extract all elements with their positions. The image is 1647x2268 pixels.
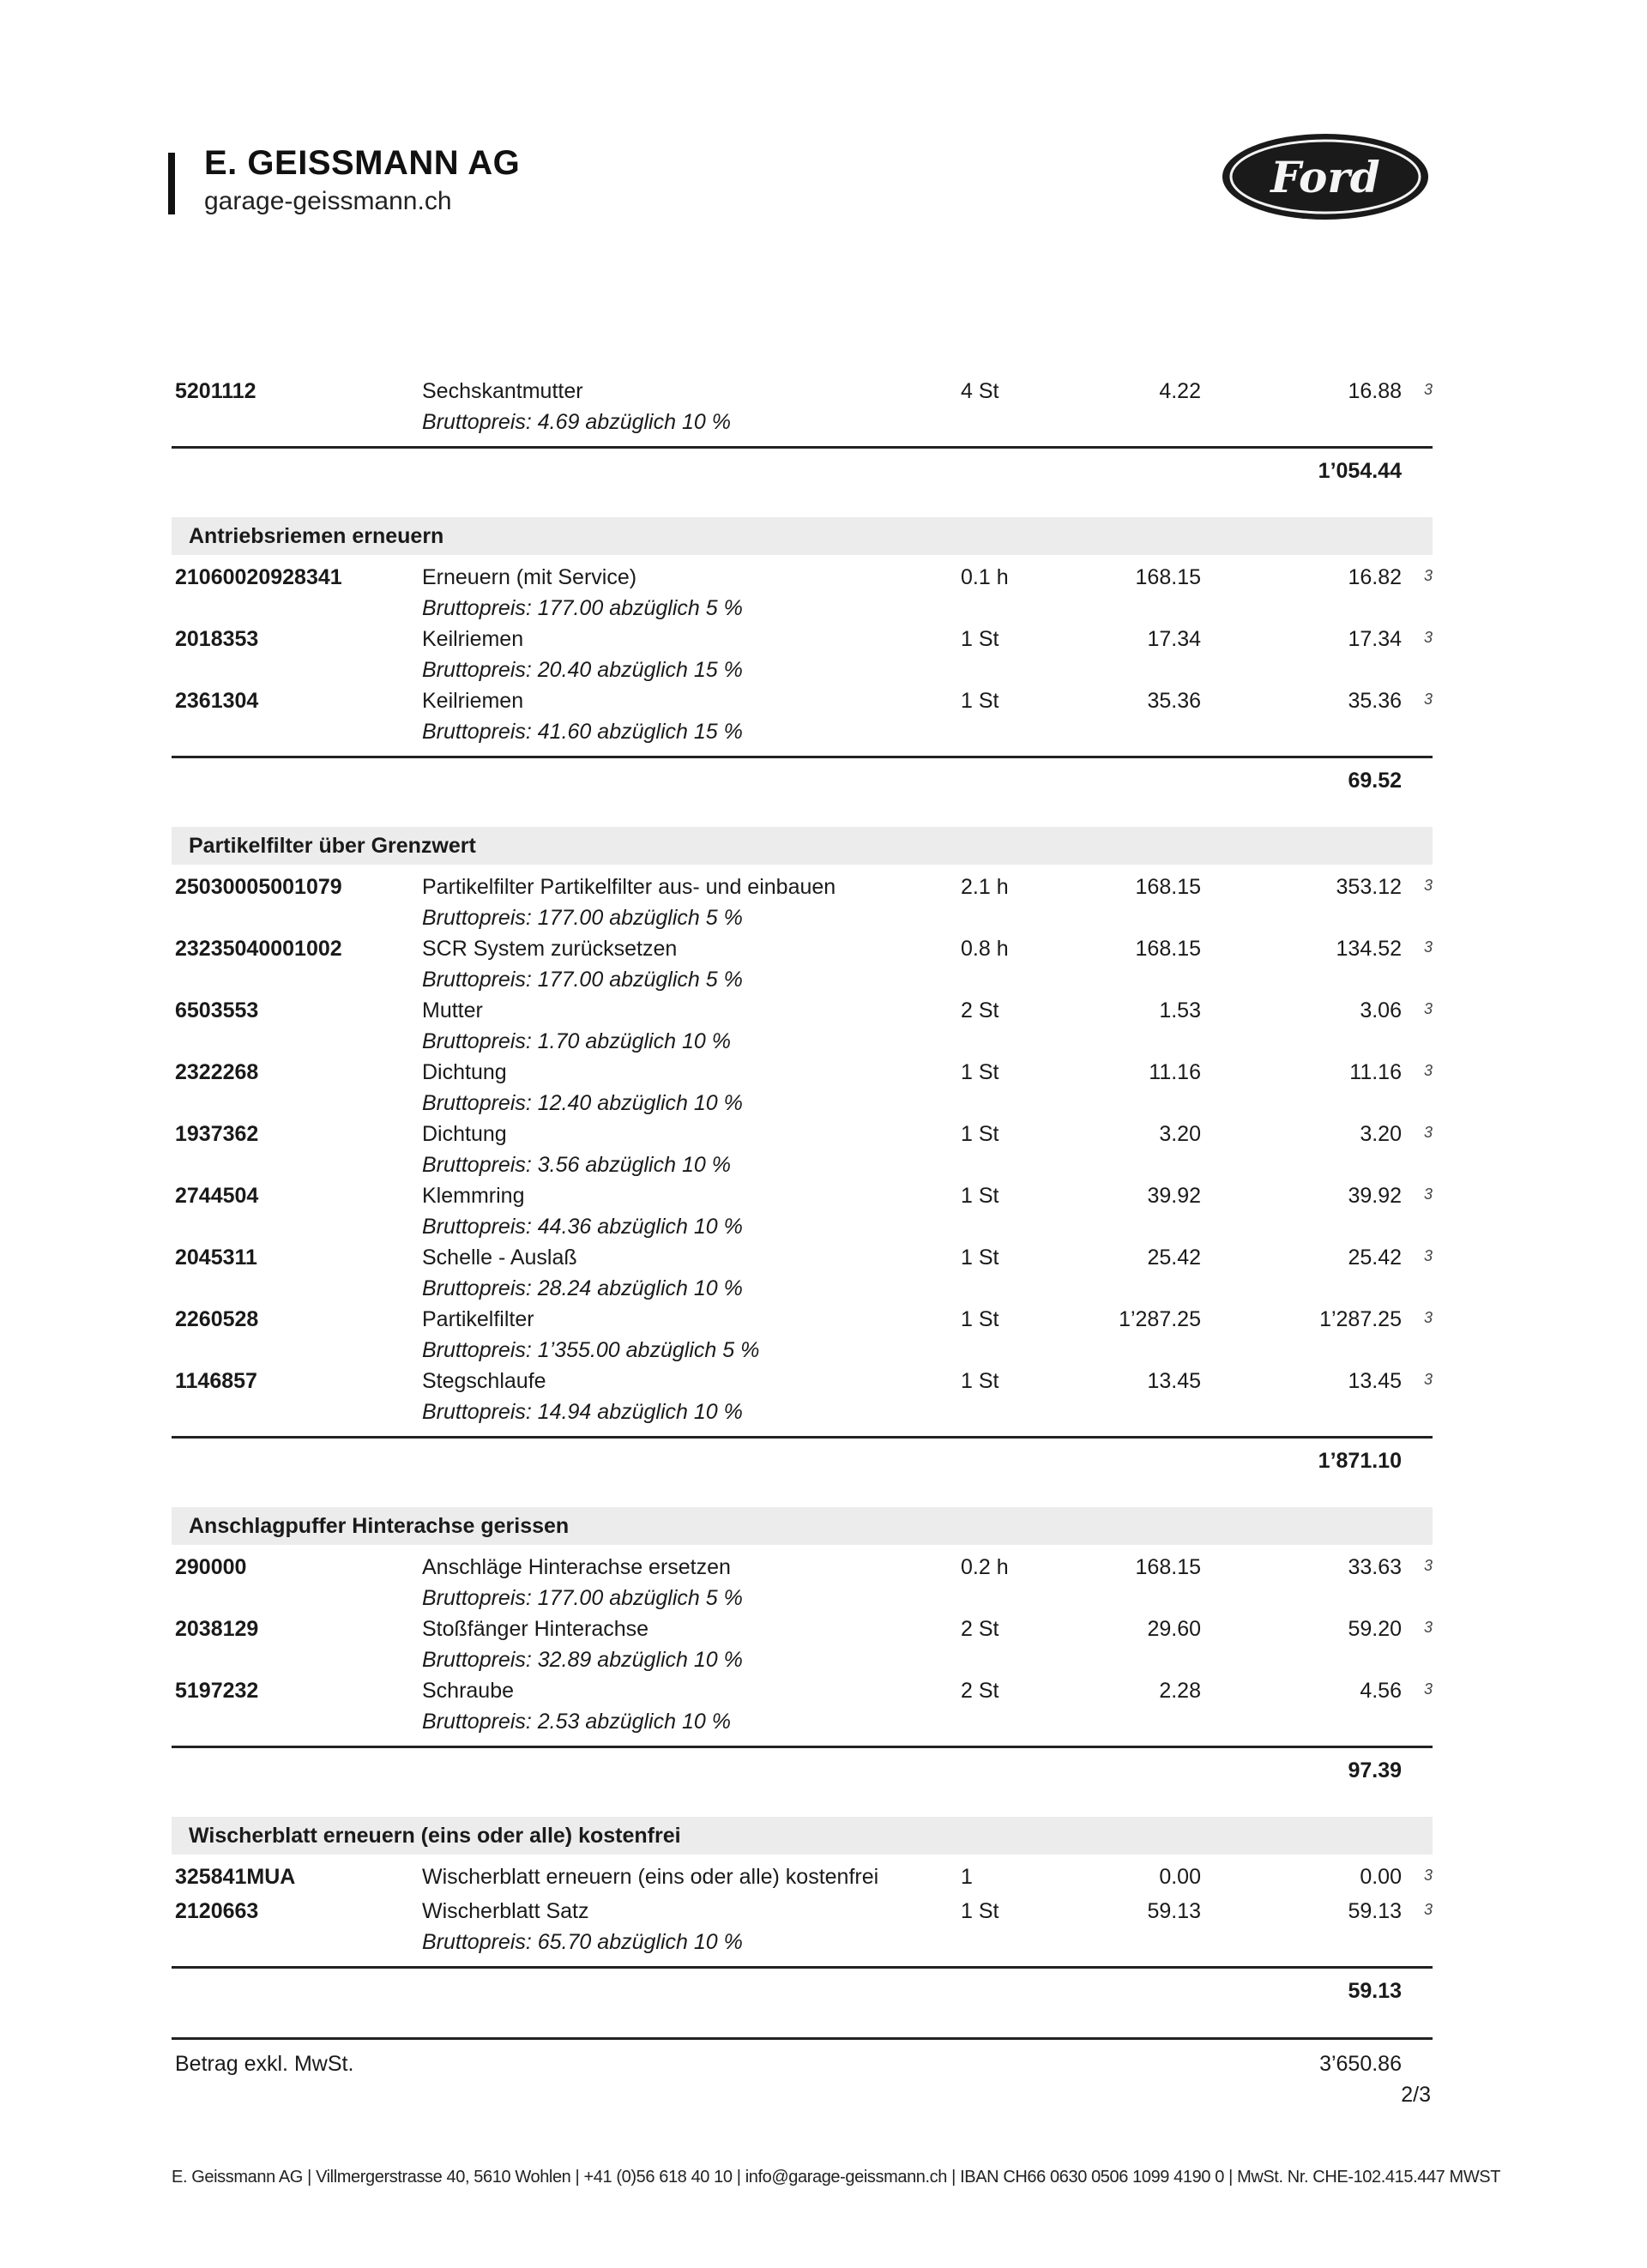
item-vat-code: 3 [1423,567,1433,584]
item-description: Stoßfänger Hinterachse [422,1617,649,1641]
item-code: 5201112 [175,379,256,403]
item-unit-price: 39.92 [1147,1184,1201,1208]
item-unit-price: 168.15 [1135,565,1201,589]
item-total: 134.52 [1336,937,1402,961]
item-gross-price: Bruttopreis: 65.70 abzüglich 10 % [422,1930,743,1954]
item-unit-price: 35.36 [1147,689,1201,713]
line-item [172,873,1433,935]
item-quantity: 1 St [961,1060,999,1084]
line-item [172,997,1433,1059]
item-total: 3.20 [1360,1122,1402,1146]
item-unit-price: 0.00 [1159,1865,1201,1889]
header-accent-bar [168,153,175,214]
line-item [172,1367,1433,1429]
item-quantity: 1 St [961,1899,999,1923]
line-item [172,1120,1433,1182]
item-quantity: 1 St [961,1122,999,1146]
item-description: Schraube [422,1679,515,1703]
item-description: Stegschlaufe [422,1369,546,1393]
item-quantity: 1 St [961,1246,999,1270]
line-item [172,935,1433,997]
item-description: Wischerblatt Satz [422,1899,589,1923]
item-gross-price: Bruttopreis: 32.89 abzüglich 10 % [422,1648,743,1672]
item-quantity: 0.8 h [961,937,1009,961]
top-item-block [172,377,1433,493]
item-gross-price: Bruttopreis: 20.40 abzüglich 15 % [422,658,743,682]
item-gross-price: Bruttopreis: 177.00 abzüglich 5 % [422,1586,743,1610]
section-subtotal: 1’871.10 [1318,1449,1402,1473]
line-item [172,625,1433,687]
logo-text: Ford [1270,152,1380,202]
invoice-section [172,827,1433,1483]
item-code: 2018353 [175,627,259,651]
sections-container [172,517,1433,2013]
item-quantity: 0.1 h [961,565,1009,589]
item-vat-code: 3 [1423,629,1433,646]
line-item [172,1059,1433,1120]
section-subtotal: 97.39 [1348,1758,1402,1782]
item-unit-price: 59.13 [1147,1899,1201,1923]
item-description: Dichtung [422,1060,507,1084]
item-unit-price: 29.60 [1147,1617,1201,1641]
item-quantity: 1 St [961,689,999,713]
item-gross-price: Bruttopreis: 28.24 abzüglich 10 % [422,1276,743,1300]
item-total: 25.42 [1348,1246,1402,1270]
company-name: E. GEISSMANN AG [204,144,521,182]
item-code: 2744504 [175,1184,259,1208]
item-description: Partikelfilter Partikelfilter aus- und einbauen [422,875,836,899]
item-vat-code: 3 [1423,1371,1433,1388]
section-subtotal: 69.52 [1348,769,1402,793]
item-vat-code: 3 [1423,381,1433,398]
ford-logo-icon [1218,129,1433,225]
item-code: 2260528 [175,1307,259,1331]
line-item [172,1615,1433,1677]
item-vat-code: 3 [1423,1062,1433,1079]
item-gross-price: Bruttopreis: 1’355.00 abzüglich 5 % [422,1338,760,1362]
item-code: 21060020928341 [175,565,342,589]
item-vat-code: 3 [1423,1619,1433,1636]
item-code: 2120663 [175,1899,259,1923]
item-gross-price: Bruttopreis: 4.69 abzüglich 10 % [422,410,731,434]
item-unit-price: 2.28 [1159,1679,1201,1703]
item-unit-price: 13.45 [1147,1369,1201,1393]
line-item [172,1244,1433,1306]
item-code: 2361304 [175,689,259,713]
item-unit-price: 25.42 [1147,1246,1201,1270]
item-description: Keilriemen [422,689,524,713]
item-total: 1’287.25 [1319,1307,1402,1331]
item-vat-code: 3 [1423,1680,1433,1698]
item-gross-price: Bruttopreis: 2.53 abzüglich 10 % [422,1710,731,1734]
item-description: Erneuern (mit Service) [422,565,637,589]
section-title: Antriebsriemen erneuern [172,517,1433,555]
summary-value: 3’650.86 [1319,2052,1402,2076]
item-quantity: 1 [961,1865,973,1889]
section-title: Partikelfilter über Grenzwert [172,827,1433,865]
item-code: 23235040001002 [175,937,342,961]
invoice-section [172,517,1433,803]
item-gross-price: Bruttopreis: 1.70 abzüglich 10 % [422,1029,731,1053]
line-item [172,377,1433,439]
section-title: Anschlagpuffer Hinterachse gerissen [172,1507,1433,1545]
item-unit-price: 1’287.25 [1119,1307,1201,1331]
item-code: 25030005001079 [175,875,342,899]
item-total: 353.12 [1336,875,1402,899]
item-description: Partikelfilter [422,1307,534,1331]
item-code: 2322268 [175,1060,259,1084]
item-vat-code: 3 [1423,691,1433,708]
page-number: 2/3 [1401,2083,1431,2107]
company-website: garage-geissmann.ch [204,187,452,215]
line-item [172,687,1433,749]
section-subtotal: 59.13 [1348,1979,1402,2003]
item-unit-price: 1.53 [1159,998,1201,1022]
item-gross-price: Bruttopreis: 41.60 abzüglich 15 % [422,720,743,744]
item-quantity: 1 St [961,1307,999,1331]
line-item [172,1306,1433,1367]
item-vat-code: 3 [1423,1000,1433,1017]
item-code: 2038129 [175,1617,259,1641]
item-quantity: 1 St [961,1369,999,1393]
invoice-section [172,1817,1433,2013]
item-quantity: 2 St [961,1679,999,1703]
item-total: 3.06 [1360,998,1402,1022]
item-total: 33.63 [1348,1555,1402,1579]
item-total: 16.88 [1348,379,1402,403]
summary-row [172,2040,1433,2086]
item-unit-price: 11.16 [1149,1060,1201,1084]
item-vat-code: 3 [1423,1185,1433,1203]
item-unit-price: 3.20 [1159,1122,1201,1146]
item-vat-code: 3 [1423,1124,1433,1141]
item-gross-price: Bruttopreis: 177.00 abzüglich 5 % [422,596,743,620]
item-gross-price: Bruttopreis: 3.56 abzüglich 10 % [422,1153,731,1177]
item-description: Klemmring [422,1184,525,1208]
item-description: Wischerblatt erneuern (eins oder alle) kostenfrei [422,1865,879,1889]
summary-label: Betrag exkl. MwSt. [175,2052,354,2076]
item-quantity: 2.1 h [961,875,1009,899]
item-vat-code: 3 [1423,1309,1433,1326]
item-quantity: 0.2 h [961,1555,1009,1579]
item-description: Sechskantmutter [422,379,583,403]
line-item [172,1553,1433,1615]
line-item [172,1897,1433,1959]
item-total: 59.20 [1348,1617,1402,1641]
item-unit-price: 168.15 [1135,1555,1201,1579]
footer: E. Geissmann AG | Villmergerstrasse 40, 5610 Wohlen | +41 (0)56 618 40 10 | info@garage-geissmann.ch | IBAN CH66 0630 0506 1099 4190 0 | MwSt. Nr. CHE-102.415.447 MWST [172,2168,1501,2187]
item-code: 6503553 [175,998,259,1022]
item-total: 39.92 [1348,1184,1402,1208]
line-item [172,1182,1433,1244]
item-total: 59.13 [1348,1899,1402,1923]
item-description: Dichtung [422,1122,507,1146]
item-gross-price: Bruttopreis: 177.00 abzüglich 5 % [422,906,743,930]
item-unit-price: 17.34 [1147,627,1201,651]
item-unit-price: 168.15 [1135,937,1201,961]
item-vat-code: 3 [1423,1867,1433,1884]
item-total: 35.36 [1348,689,1402,713]
item-quantity: 4 St [961,379,999,403]
item-code: 2045311 [175,1246,257,1270]
item-gross-price: Bruttopreis: 177.00 abzüglich 5 % [422,968,743,992]
item-unit-price: 168.15 [1135,875,1201,899]
item-quantity: 2 St [961,998,999,1022]
item-description: Schelle - Auslaß [422,1246,577,1270]
item-quantity: 1 St [961,627,999,651]
item-vat-code: 3 [1423,877,1433,894]
item-total: 17.34 [1348,627,1402,651]
item-gross-price: Bruttopreis: 12.40 abzüglich 10 % [422,1091,743,1115]
line-item [172,1863,1433,1897]
item-code: 1146857 [175,1369,257,1393]
item-code: 290000 [175,1555,247,1579]
item-description: Mutter [422,998,483,1022]
item-vat-code: 3 [1423,938,1433,956]
line-item [172,1677,1433,1739]
section-subtotal: 1’054.44 [1318,459,1402,483]
item-description: SCR System zurücksetzen [422,937,678,961]
item-quantity: 2 St [961,1617,999,1641]
line-item [172,564,1433,625]
item-quantity: 1 St [961,1184,999,1208]
item-vat-code: 3 [1423,1247,1433,1264]
item-total: 13.45 [1348,1369,1402,1393]
item-vat-code: 3 [1423,1901,1433,1918]
invoice-section [172,1507,1433,1793]
item-description: Anschläge Hinterachse ersetzen [422,1555,731,1579]
item-code: 1937362 [175,1122,259,1146]
item-gross-price: Bruttopreis: 44.36 abzüglich 10 % [422,1215,743,1239]
item-total: 11.16 [1349,1060,1402,1084]
item-gross-price: Bruttopreis: 14.94 abzüglich 10 % [422,1400,743,1424]
item-vat-code: 3 [1423,1557,1433,1574]
item-unit-price: 4.22 [1159,379,1201,403]
item-code: 5197232 [175,1679,259,1703]
item-description: Keilriemen [422,627,524,651]
item-total: 4.56 [1360,1679,1402,1703]
invoice-items [172,377,1433,2086]
item-total: 16.82 [1348,565,1402,589]
section-title: Wischerblatt erneuern (eins oder alle) kostenfrei [172,1817,1433,1855]
item-code: 325841MUA [175,1865,296,1889]
item-total: 0.00 [1360,1865,1402,1889]
